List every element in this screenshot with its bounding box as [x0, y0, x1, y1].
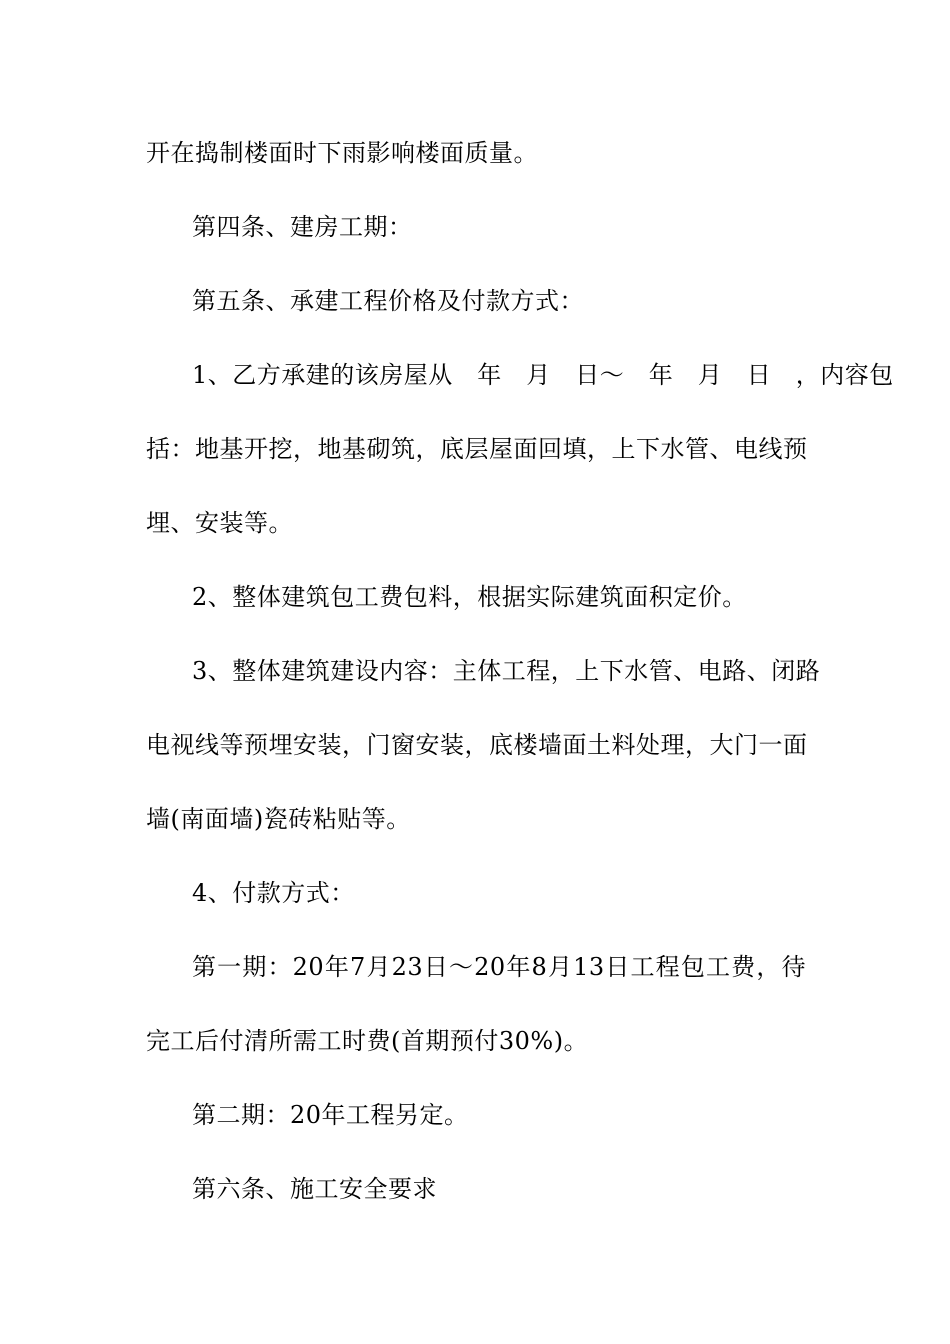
clause-four-heading: 4、付款方式： [192, 879, 355, 907]
payment-phase-two-line: 第二期：20年工程另定。 [192, 1101, 469, 1129]
clause-one-line: 1、乙方承建的该房屋从 年 月 日～ 年 月 日 ，内容包 [192, 361, 894, 389]
article-four-heading: 第四条、建房工期： [192, 213, 413, 241]
clause-three-line: 墙(南面墙)瓷砖粘贴等。 [146, 805, 411, 833]
clause-three-line: 电视线等预埋安装，门窗安装，底楼墙面土料处理，大门一面 [146, 731, 808, 759]
article-six-heading: 第六条、施工安全要求 [192, 1175, 437, 1203]
paragraph-line: 开在捣制楼面时下雨影响楼面质量。 [146, 139, 538, 167]
clause-two-line: 2、整体建筑包工费包料，根据实际建筑面积定价。 [192, 583, 747, 611]
clause-one-line: 埋、安装等。 [146, 509, 293, 537]
payment-phase-one-line: 第一期：20年7月23日～20年8月13日工程包工费，待 [192, 953, 806, 981]
article-five-heading: 第五条、承建工程价格及付款方式： [192, 287, 584, 315]
clause-three-line: 3、整体建筑建设内容：主体工程，上下水管、电路、闭路 [192, 657, 821, 685]
clause-one-line: 括：地基开挖，地基砌筑，底层屋面回填，上下水管、电线预 [146, 435, 808, 463]
payment-phase-one-line: 完工后付清所需工时费(首期预付30%)。 [146, 1027, 589, 1055]
